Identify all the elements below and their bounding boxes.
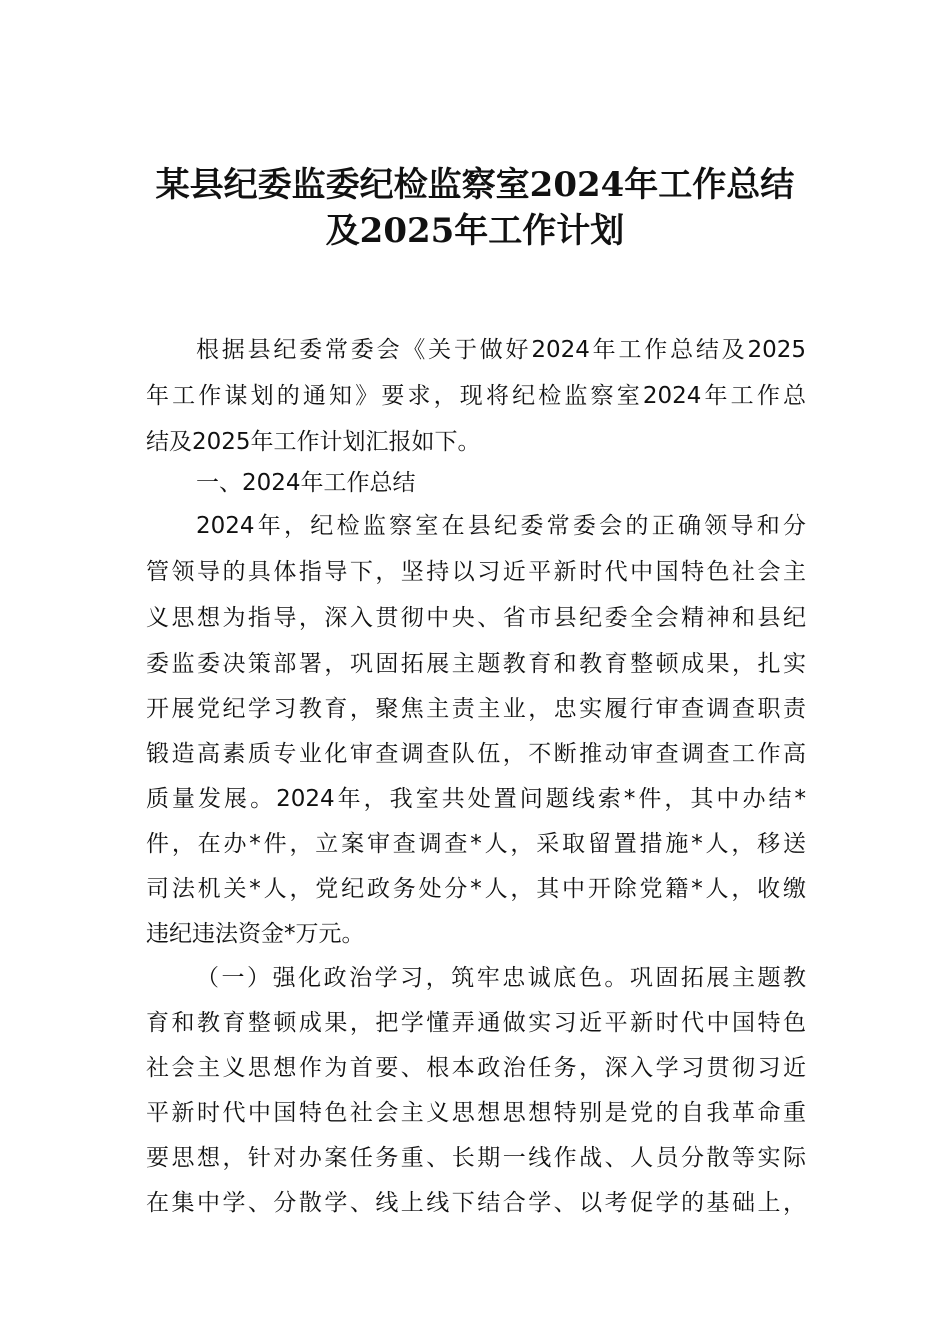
- intro-line: 年工作谋划的通知》要求，现将纪检监察室2024年工作总: [146, 383, 806, 409]
- document-title-line-2: 及2025年工作计划: [325, 211, 625, 251]
- section1-line: 质量发展。2024年，我室共处置问题线索*件，其中办结*: [146, 786, 806, 812]
- section1-line: 委监委决策部署，巩固拓展主题教育和教育整顿成果，扎实: [146, 651, 806, 677]
- intro-line: 根据县纪委常委会《关于做好2024年工作总结及2025: [196, 337, 806, 363]
- document-title-line-1: 某县纪委监委纪检监察室2024年工作总结: [155, 165, 795, 205]
- subsection1-line: 平新时代中国特色社会主义思想思想特别是党的自我革命重: [146, 1100, 806, 1126]
- section1-line: 司法机关*人，党纪政务处分*人，其中开除党籍*人，收缴: [146, 876, 806, 902]
- section-heading: 一、2024年工作总结: [196, 470, 416, 496]
- section1-line: 2024年，纪检监察室在县纪委常委会的正确领导和分: [196, 513, 806, 539]
- section1-line: 管领导的具体指导下，坚持以习近平新时代中国特色社会主: [146, 559, 806, 585]
- subsection1-line: 在集中学、分散学、线上线下结合学、以考促学的基础上，: [146, 1190, 806, 1216]
- section1-line: 义思想为指导，深入贯彻中央、省市县纪委全会精神和县纪: [146, 605, 806, 631]
- section1-line: 锻造高素质专业化审查调查队伍，不断推动审查调查工作高: [146, 741, 806, 767]
- subsection1-line: （一）强化政治学习，筑牢忠诚底色。巩固拓展主题教: [196, 965, 806, 991]
- subsection1-line: 社会主义思想作为首要、根本政治任务，深入学习贯彻习近: [146, 1055, 806, 1081]
- intro-line: 结及2025年工作计划汇报如下。: [146, 429, 481, 455]
- subsection1-line: 要思想，针对办案任务重、长期一线作战、人员分散等实际: [146, 1145, 806, 1171]
- section1-line: 开展党纪学习教育，聚焦主责主业，忠实履行审查调查职责: [146, 696, 806, 722]
- subsection1-line: 育和教育整顿成果，把学懂弄通做实习近平新时代中国特色: [146, 1010, 806, 1036]
- section1-line: 违纪违法资金*万元。: [146, 921, 365, 947]
- section1-line: 件，在办*件，立案审查调查*人，采取留置措施*人，移送: [146, 831, 806, 857]
